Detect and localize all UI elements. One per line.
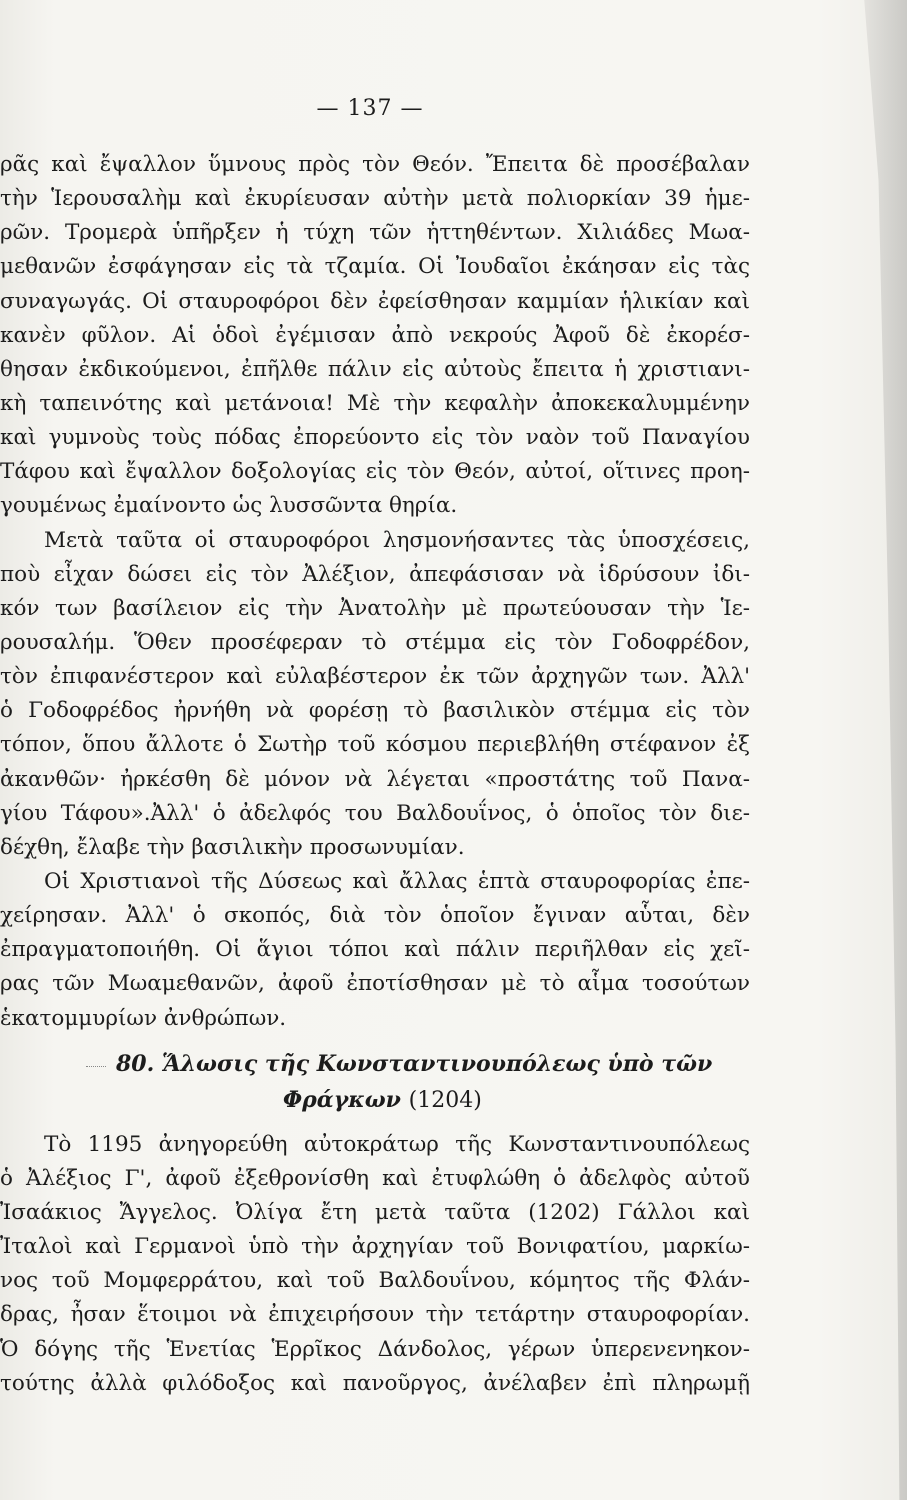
section-number: 80.	[116, 1050, 155, 1077]
text-line: τούτης ἀλλὰ φιλόδοξος καὶ πανοῦργος, ἀνέλαβεν ἐπὶ πληρωμῇ	[0, 1370, 750, 1396]
text-line: ὁ Ἀλέξιος Γ', ἀφοῦ ἐξεθρονίσθη καὶ ἐτυφλώθη ὁ ἀδελφὸς αὐτοῦ	[0, 1165, 750, 1191]
text-line: ρᾶς καὶ ἔψαλλον ὕμνους πρὸς τὸν Θεόν. Ἔπειτα δὲ προσέβαλαν	[0, 152, 750, 177]
text-line: ρουσαλήμ. Ὅθεν προσέφεραν τὸ στέμμα εἰς τὸν Γοδοφρέδον,	[0, 629, 750, 655]
text-line: δρας, ἦσαν ἕτοιμοι νὰ ἐπιχειρήσουν τὴν τετάρτην σταυροφορίαν.	[0, 1302, 750, 1328]
text-line: τὴν Ἱερουσαλὴμ καὶ ἐκυρίευσαν αὐτὴν μετὰ πολιορκίαν 39 ἡμε-	[0, 186, 750, 212]
text-line: ἀκανθῶν· ἠρκέσθη δὲ μόνον νὰ λέγεται «προστάτης τοῦ Πανα-	[0, 766, 750, 792]
section-paragraph-1	[0, 1128, 750, 1401]
section-heading	[0, 1046, 750, 1118]
section-title: Ἅλωσις τῆς Κωνσταντινουπόλεως ὑπὸ τῶν	[161, 1050, 713, 1077]
text-line: κόν των βασίλειον εἰς τὴν Ἀνατολὴν μὲ πρωτεύουσαν τὴν Ἱε-	[0, 595, 750, 621]
text-line: νος τοῦ Μομφερράτου, καὶ τοῦ Βαλδουΐνου, κόμητος τῆς Φλάν-	[0, 1268, 750, 1294]
text-line: ὁ Γοδοφρέδος ἠρνήθη νὰ φορέσῃ τὸ βασιλικὸν στέμμα εἰς τὸν	[0, 698, 750, 724]
text-line: γίου Τάφου».Ἀλλ' ὁ ἀδελφός του Βαλδουΐνος, ὁ ὁποῖος τὸν διε-	[0, 800, 750, 826]
text-line: Ὁ δόγης τῆς Ἑνετίας Ἑρρῖκος Δάνδολος, γέρων ὑπερενενηκον-	[0, 1336, 750, 1362]
section-title-line-2	[0, 1082, 750, 1118]
text-line: δέχθη, ἔλαβε τὴν βασιλικὴν προσωνυμίαν.	[0, 834, 465, 860]
section-title-line-1	[0, 1046, 750, 1082]
text-line: τόπον, ὅπου ἄλλοτε ὁ Σωτὴρ τοῦ κόσμου περιεβλήθη στέφανον ἐξ	[0, 732, 750, 758]
text-line: ἑκατομμυρίων ἀνθρώπων.	[0, 1005, 287, 1031]
text-line: ρας τῶν Μωαμεθανῶν, ἀφοῦ ἐποτίσθησαν μὲ τὸ αἷμα τοσούτων	[0, 971, 750, 997]
text-line: Ἰταλοὶ καὶ Γερμανοὶ ὑπὸ τὴν ἀρχηγίαν τοῦ Βονιφατίου, μαρκίω-	[0, 1234, 750, 1260]
paragraph-2	[0, 524, 750, 865]
text-line: θησαν ἐκδικούμενοι, ἐπῆλθε πάλιν εἰς αὐτοὺς ἔπειτα ἡ χριστιανι-	[0, 356, 750, 382]
paragraph-1	[0, 148, 750, 524]
text-line: συναγωγάς. Οἱ σταυροφόροι δὲν ἐφείσθησαν καμμίαν ἡλικίαν καὶ	[0, 288, 750, 314]
page-content	[0, 148, 750, 1401]
text-line: τὸν ἐπιφανέστερον καὶ εὐλαβέστερον ἐκ τῶν ἀρχηγῶν των. Ἀλλ'	[0, 664, 750, 690]
text-line: καὶ γυμνοὺς τοὺς πόδας ἐπορεύοντο εἰς τὸν ναὸν τοῦ Παναγίου	[0, 425, 750, 451]
text-line: ἐπραγματοποιήθη. Οἱ ἅγιοι τόποι καὶ πάλιν περιῆλθαν εἰς χεῖ-	[0, 937, 750, 963]
page-number: — 137 —	[316, 96, 424, 121]
page-edge-shadow	[812, 0, 907, 1500]
text-line: ποὺ εἶχαν δώσει εἰς τὸν Ἀλέξιον, ἀπεφάσισαν νὰ ἱδρύσουν ἰδι-	[0, 561, 750, 587]
text-line: Τὸ 1195 ἀνηγορεύθη αὐτοκράτωρ τῆς Κωνσταντινουπόλεως	[44, 1131, 750, 1157]
text-line: γουμένως ἐμαίνοντο ὡς λυσσῶντα θηρία.	[0, 493, 458, 519]
section-title-continued: Φράγκων	[283, 1086, 401, 1113]
text-line: ρῶν. Τρομερὰ ὑπῆρξεν ἡ τύχη τῶν ἡττηθέντων. Χιλιάδες Μωα-	[0, 220, 750, 246]
text-line: κὴ ταπεινότης καὶ μετάνοια! Μὲ τὴν κεφαλὴν ἀποκεκαλυμμένην	[0, 390, 750, 416]
text-line: Τάφου καὶ ἔψαλλον δοξολογίας εἰς τὸν Θεόν, αὐτοί, οἵτινες προη-	[0, 459, 750, 485]
text-line: χείρησαν. Ἀλλ' ὁ σκοπός, διὰ τὸν ὁποῖον ἔγιναν αὗται, δὲν	[0, 903, 750, 929]
text-line: μεθανῶν ἐσφάγησαν εἰς τὰ τζαμία. Οἱ Ἰουδαῖοι ἐκάησαν εἰς τὰς	[0, 254, 750, 280]
text-line: Οἱ Χριστιανοὶ τῆς Δύσεως καὶ ἄλλας ἑπτὰ σταυροφορίας ἐπε-	[44, 868, 750, 894]
section-year: (1204)	[408, 1087, 482, 1113]
text-line: κανὲν φῦλον. Αἱ ὁδοὶ ἐγέμισαν ἀπὸ νεκρούς Ἀφοῦ δὲ ἐκορέσ-	[0, 322, 750, 348]
text-line: Μετὰ ταῦτα οἱ σταυροφόροι λησμονήσαντες τὰς ὑποσχέσεις,	[44, 527, 750, 553]
margin-mark	[86, 1062, 106, 1067]
text-line: Ἰσαάκιος Ἄγγελος. Ὀλίγα ἔτη μετὰ ταῦτα (1202) Γάλλοι καὶ	[0, 1199, 750, 1225]
paragraph-3	[0, 865, 750, 1036]
